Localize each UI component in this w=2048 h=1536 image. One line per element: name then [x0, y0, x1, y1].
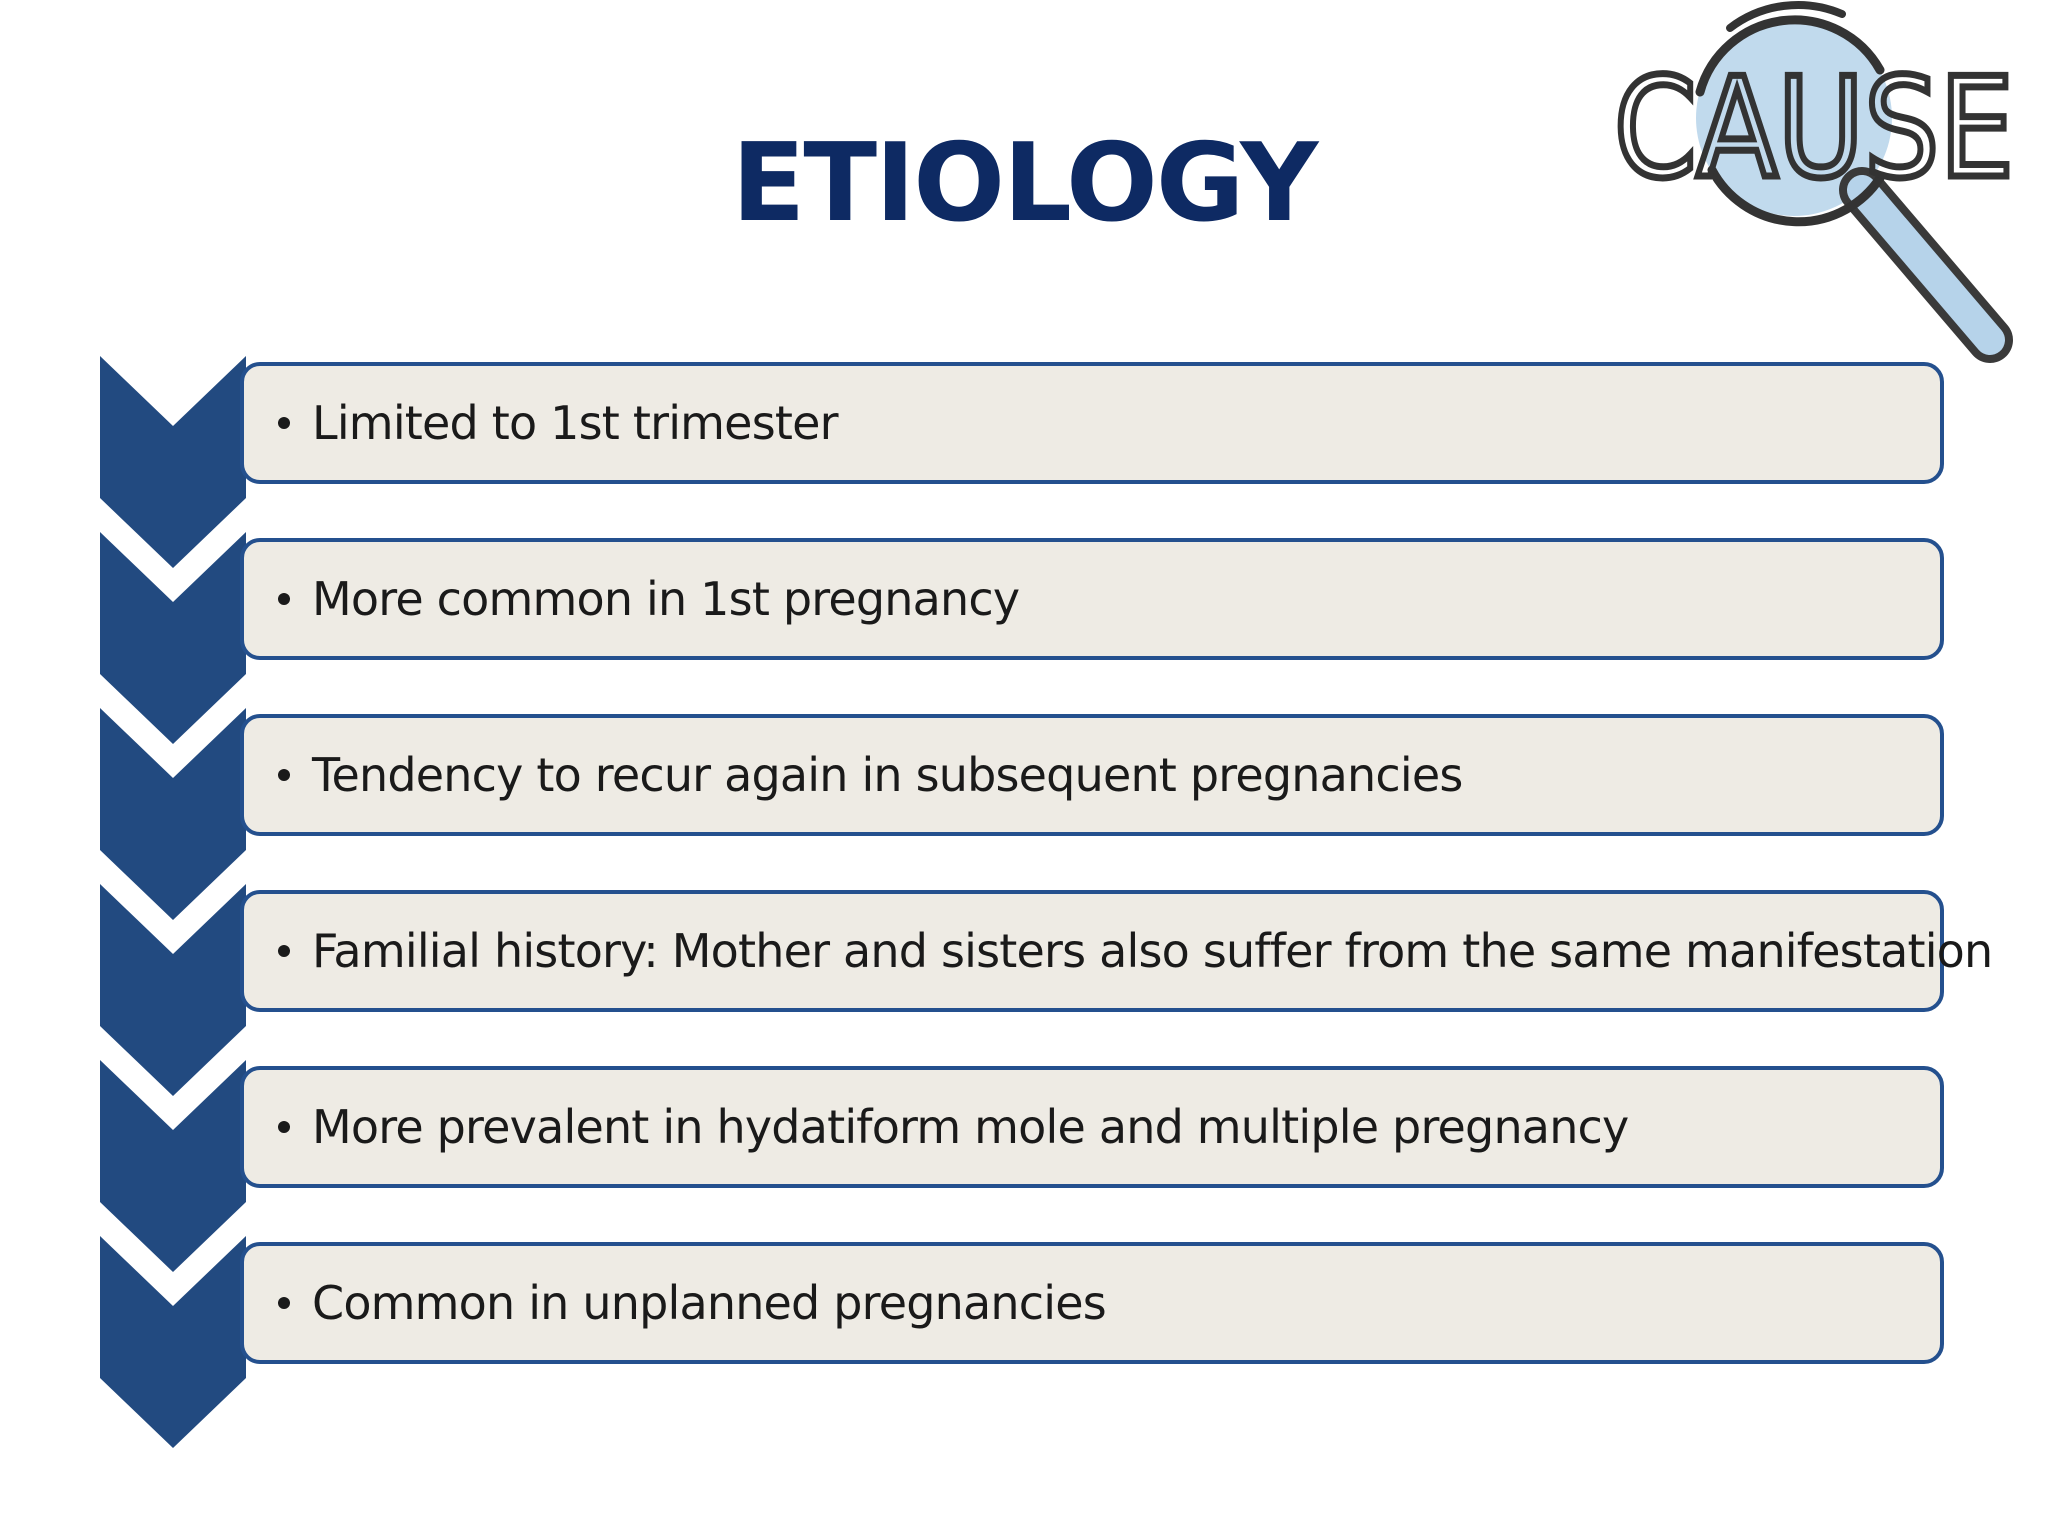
- step-text: [278, 1100, 1628, 1154]
- step-label: More prevalent in hydatiform mole and multiple pregnancy: [312, 1100, 1629, 1154]
- bullet-icon: [278, 945, 290, 957]
- step-text: [278, 1276, 1106, 1330]
- step-label: More common in 1st pregnancy: [312, 572, 1020, 626]
- step-text: [278, 572, 1019, 626]
- step-box: [240, 362, 1944, 484]
- bullet-icon: [278, 769, 290, 781]
- slide-title: ETIOLOGY: [731, 121, 1317, 246]
- step-box: [240, 1242, 1944, 1364]
- step-box: [240, 890, 1993, 1012]
- bullet-icon: [278, 593, 290, 605]
- step-text: [278, 748, 1463, 802]
- bullet-icon: [278, 1121, 290, 1133]
- step-box: [240, 714, 1944, 836]
- step-text: [278, 396, 838, 450]
- step-box: [240, 538, 1944, 660]
- chevron-down-icon: [100, 1236, 246, 1448]
- cause-logo-text: CAUSE: [1614, 48, 2014, 209]
- bullet-icon: [278, 417, 290, 429]
- bullet-icon: [278, 1297, 290, 1309]
- step-label: Limited to 1st trimester: [312, 396, 838, 450]
- step-text: [278, 924, 1992, 978]
- step-box: [240, 1066, 1944, 1188]
- step-label: Tendency to recur again in subsequent pregnancies: [312, 748, 1463, 802]
- step-label: Common in unplanned pregnancies: [312, 1276, 1106, 1330]
- step-label: Familial history: Mother and sisters also suffer from the same manifestation: [312, 924, 1993, 978]
